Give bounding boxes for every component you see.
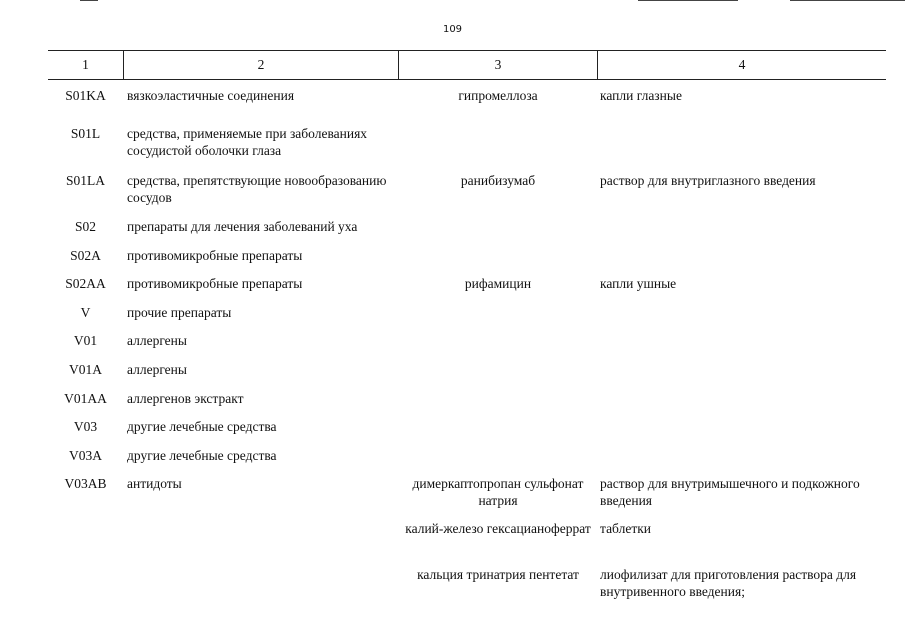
header-col-1: 1 [82, 57, 89, 72]
scan-edge-mark [80, 0, 98, 1]
atc-code: V [80, 305, 91, 320]
group-name: противомикробные препараты [127, 248, 303, 263]
atc-code: V01 [73, 333, 98, 348]
drug-name: ранибизумаб [460, 173, 536, 188]
atc-code: S01LA [65, 173, 105, 188]
drug-name: димеркаптопропан сульфонат натрия [412, 476, 584, 508]
group-name: другие лечебные средства [127, 419, 277, 434]
group-name: средства, препятствующие новообразованию сосудов [127, 173, 387, 205]
group-name: средства, применяемые при заболеваниях сосудистой оболочки глаза [127, 126, 368, 158]
atc-code: S01L [70, 126, 101, 141]
dosage-form: раствор для внутримышечного и подкожного введения [600, 476, 860, 508]
atc-code: V01AA [64, 391, 107, 406]
drug-name: гипромеллоза [458, 88, 538, 103]
group-name: противомикробные препараты [127, 276, 303, 291]
group-name: вязкоэластичные соединения [127, 88, 295, 103]
header-col-3: 3 [494, 57, 502, 72]
dosage-form: капли глазные [600, 88, 682, 103]
atc-code: S02 [74, 219, 96, 234]
scan-edge-mark [638, 0, 738, 1]
drug-name: кальция тринатрия пентетат [417, 567, 579, 582]
atc-code: V03 [73, 419, 98, 434]
drug-name: калий-железо гексацианоферрат [405, 521, 591, 536]
group-name: прочие препараты [127, 305, 232, 320]
header-col-2: 2 [257, 57, 265, 72]
group-name: аллергены [127, 362, 187, 377]
atc-code: V03AB [64, 476, 107, 491]
atc-code: V01A [69, 362, 102, 377]
dosage-form: капли ушные [600, 276, 677, 291]
dosage-form: раствор для внутриглазного введения [600, 173, 816, 188]
dosage-form: таблетки [600, 521, 652, 536]
page-number: 109 [442, 24, 463, 35]
atc-code: V03A [69, 448, 102, 463]
group-name: аллергенов экстракт [127, 391, 244, 406]
group-name: антидоты [127, 476, 182, 491]
dosage-form: лиофилизат для приготовления раствора для внутривенного введения; [600, 567, 857, 599]
table-header [48, 50, 886, 80]
scan-edge-mark [790, 0, 905, 1]
header-col-4: 4 [738, 57, 746, 72]
atc-code: S02A [70, 248, 101, 263]
drug-name: рифамицин [464, 276, 532, 291]
atc-code: S01KA [65, 88, 106, 103]
group-name: препараты для лечения заболеваний уха [127, 219, 358, 234]
group-name: аллергены [127, 333, 187, 348]
group-name: другие лечебные средства [127, 448, 277, 463]
atc-code: S02AA [65, 276, 106, 291]
